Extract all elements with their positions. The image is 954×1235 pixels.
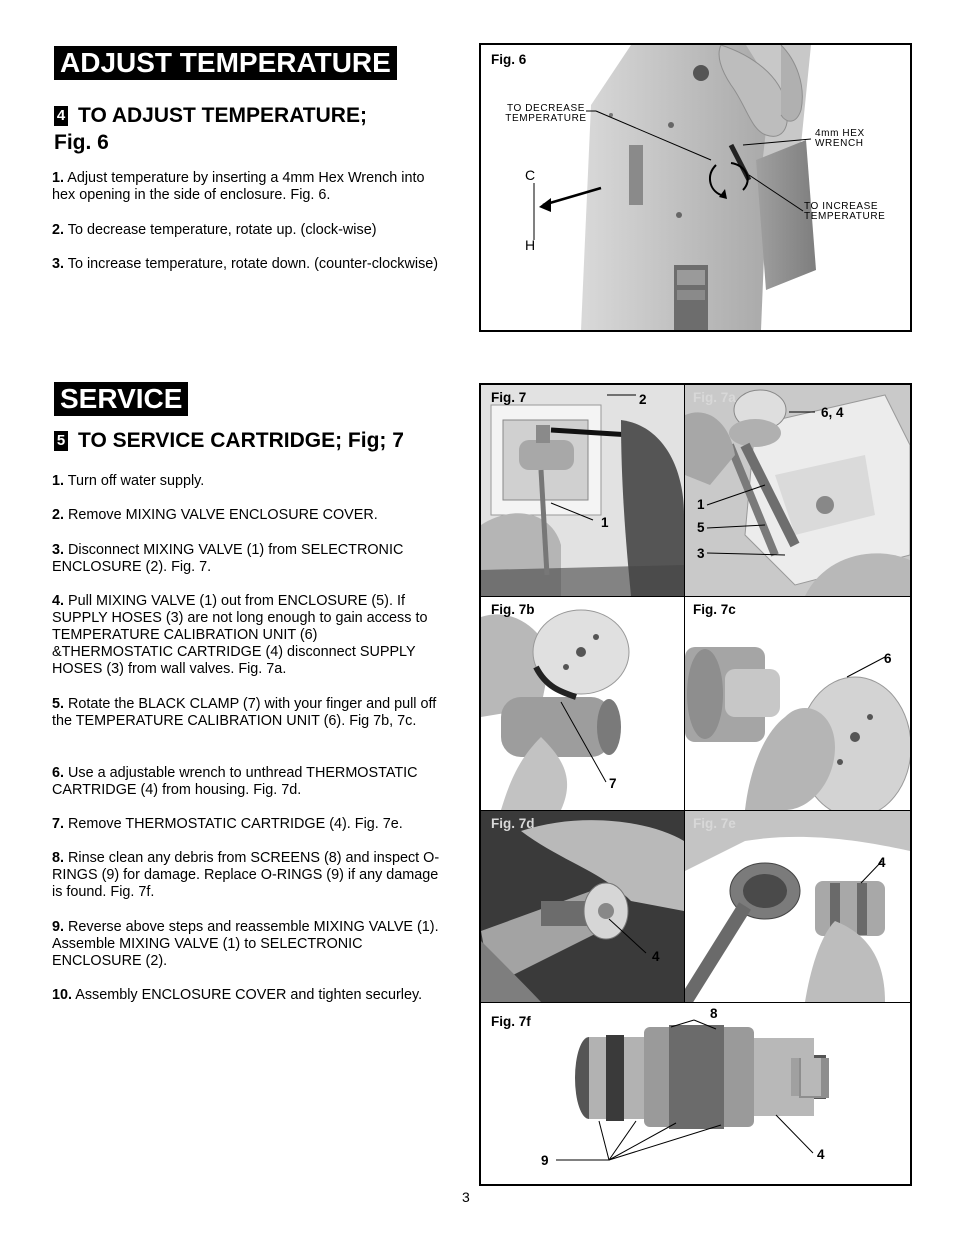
adjust-heading-text: TO ADJUST TEMPERATURE; [78,104,367,127]
step-number: 8. [52,850,65,866]
callout-7: 7 [609,776,617,791]
step-number: 6. [52,765,65,781]
hot-mark: H [525,237,536,253]
figure-7a-label: Fig. 7a [693,390,736,405]
step-text: Remove MIXING VALVE ENCLOSURE COVER. [68,507,378,523]
service-step-10 [52,987,442,1004]
adjust-temperature-title: ADJUST TEMPERATURE [60,47,391,78]
service-step-heading [54,427,404,454]
adjust-step-heading [54,102,367,156]
figure-7e-label: Fig. 7e [693,816,736,831]
callout-line: TO DECREASE [506,103,586,114]
service-step-9 [52,919,442,970]
callout-4: 4 [817,1147,825,1162]
figure-6 [479,43,912,332]
adjust-heading-fig: Fig. 6 [54,131,109,154]
service-step-5 [52,696,442,730]
page-number: 3 [462,1189,470,1205]
service-step-1 [52,473,442,490]
adjust-step-3 [52,256,442,273]
step-text: Turn off water supply. [67,473,205,489]
callout-6-4: 6, 4 [821,405,844,420]
callout-line: TO INCREASE [804,201,879,212]
figure-7c-photo [685,597,910,810]
grid-divider-row-3 [481,1002,910,1003]
step-number: 4. [52,593,65,609]
step-number: 2. [52,222,65,238]
step-text: Reverse above steps and reassemble MIXING VALVE (1). Assemble MIXING VALVE (1) to SELECTRONIC ENCLOSURE (2). [52,919,439,969]
callout-5: 5 [697,520,705,535]
cold-mark: C [525,167,536,183]
step-text: To increase temperature, rotate down. (counter-clockwise) [67,256,439,272]
figure-7e-photo [685,811,910,1002]
adjust-temperature-banner [54,46,397,80]
figure-7b-cell [481,597,684,810]
step-number: 5. [52,696,65,712]
callout-8: 8 [710,1006,718,1021]
callout-line: WRENCH [815,138,864,149]
grid-divider-vertical [684,385,685,1002]
step-text: Pull MIXING VALVE (1) out from ENCLOSURE (5). If SUPPLY HOSES (3) are not long enough to gain access to TEMPERATURE CALIBRATION UNIT (6) &THERMOSTATIC CARTRIDGE (4) disconnect SUPPLY HOSES (3) from wall valves. Fig. 7a. [52,593,428,677]
service-step-3 [52,542,442,576]
figure-6-photo [481,45,910,330]
figure-7f-cell [481,1003,910,1184]
figure-7-label: Fig. 7 [491,390,527,405]
adjust-step-2 [52,222,442,239]
service-step-7 [52,816,442,833]
callout-9: 9 [541,1153,549,1168]
callout-6: 6 [884,651,892,666]
step-text: Remove THERMOSTATIC CARTRIDGE (4). Fig. 7e. [68,816,403,832]
increase-temperature-callout [804,202,885,222]
callout-1: 1 [697,497,705,512]
callout-1: 1 [601,515,609,530]
figure-7c-label: Fig. 7c [693,602,736,617]
adjust-step-number: 4 [54,106,68,126]
step-number: 10. [52,987,73,1003]
figure-7d-label: Fig. 7d [491,816,535,831]
grid-divider-row-2 [481,810,910,811]
step-number: 3. [52,542,65,558]
step-number: 2. [52,507,65,523]
adjust-step-1 [52,170,442,204]
figure-7d-photo [481,811,684,1002]
figure-7a-photo [685,385,910,596]
step-number: 9. [52,919,65,935]
service-heading-text: TO SERVICE CARTRIDGE; Fig; 7 [78,429,404,452]
step-text: Rinse clean any debris from SCREENS (8) and inspect O-RINGS (9) for damage. Replace O-RINGS (9) if any damage is found. Fig. 7f. [52,850,440,900]
figure-7-grid [479,383,912,1186]
figure-7-photo [481,385,684,596]
service-step-6 [52,765,442,799]
step-text: To decrease temperature, rotate up. (clock-wise) [67,222,377,238]
figure-7c-cell [685,597,910,810]
service-step-8 [52,850,442,901]
figure-6-label: Fig. 6 [491,52,527,67]
decrease-temperature-callout [496,104,596,124]
hex-wrench-callout [815,129,865,149]
figure-7a-cell [685,385,910,596]
callout-3: 3 [697,546,705,561]
service-banner [54,382,188,416]
service-step-4 [52,593,442,678]
service-step-2 [52,507,442,524]
callout-4: 4 [652,949,660,964]
step-text: Disconnect MIXING VALVE (1) from SELECTRONIC ENCLOSURE (2). Fig. 7. [52,542,404,575]
step-number: 3. [52,256,65,272]
grid-divider-row-1 [481,596,910,597]
step-number: 7. [52,816,65,832]
step-text: Assembly ENCLOSURE COVER and tighten securley. [75,987,423,1003]
step-text: Rotate the BLACK CLAMP (7) with your finger and pull off the TEMPERATURE CALIBRATION UNIT (6). Fig 7b, 7c. [52,696,437,729]
step-number: 1. [52,170,65,186]
callout-line: TEMPERATURE [505,113,587,124]
figure-7d-cell [481,811,684,1002]
callout-4: 4 [878,855,886,870]
figure-7e-cell [685,811,910,1002]
figure-7-cell [481,385,684,596]
figure-7b-photo [481,597,684,810]
figure-7f-label: Fig. 7f [491,1014,531,1029]
step-text: Use a adjustable wrench to unthread THERMOSTATIC CARTRIDGE (4) from housing. Fig. 7d. [52,765,418,798]
service-title: SERVICE [60,383,183,414]
callout-2: 2 [639,392,647,407]
callout-line: 4mm HEX [815,128,865,139]
callout-line: TEMPERATURE [804,211,886,222]
step-text: Adjust temperature by inserting a 4mm Hex Wrench into hex opening in the side of enclosure. Fig. 6. [52,170,425,203]
step-number: 1. [52,473,65,489]
figure-7b-label: Fig. 7b [491,602,535,617]
service-step-number: 5 [54,431,68,451]
